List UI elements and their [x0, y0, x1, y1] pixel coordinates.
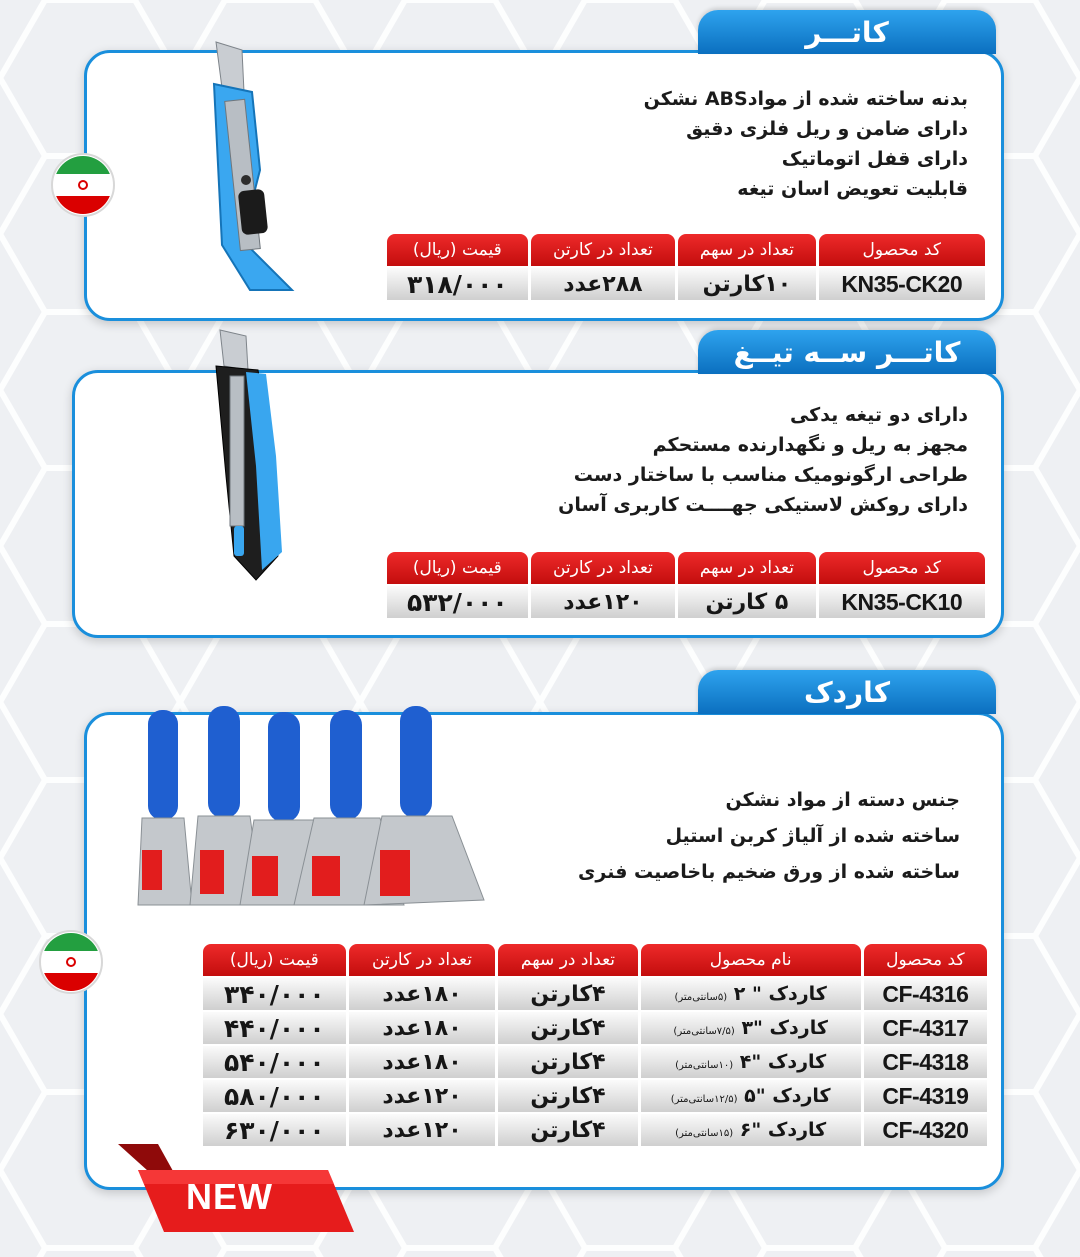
feature-item: دارای روکش لاستیکی جهــــت کاربری آسان: [558, 494, 968, 516]
product-name: [641, 1114, 861, 1146]
feature-item: قابلیت تعویض اسان تیغه: [737, 178, 968, 200]
product-code: CF-4317: [864, 1012, 987, 1044]
product-name-text: کاردک "۵: [744, 1085, 831, 1107]
three-blade-cutter-image: [200, 326, 320, 586]
price: ۶۳۰/۰۰۰: [203, 1114, 346, 1146]
feature-item: طراحی ارگونومیک مناسب با ساختار دست: [573, 464, 968, 486]
quantity-per-carton: ۱۸۰عدد: [349, 1012, 496, 1044]
price: ۵۸۰/۰۰۰: [203, 1080, 346, 1112]
column-header-per-carton: تعداد در کارتن: [349, 944, 496, 976]
quantity-per-carton: ۱۲۰عدد: [349, 1114, 496, 1146]
table-row: [387, 586, 985, 618]
quantity-per-share: ۱۰کارتن: [678, 268, 815, 300]
product-code: CF-4319: [864, 1080, 987, 1112]
feature-list: [578, 782, 960, 890]
quantity-per-share: ۵ کارتن: [678, 586, 815, 618]
product-code: KN35-CK20: [819, 268, 986, 300]
product-size: (۱۲/۵سانتی‌متر): [670, 1094, 738, 1105]
cutter-knife-image: [180, 40, 330, 300]
column-header-per-share: تعداد در سهم: [498, 944, 637, 976]
column-header-per-share: تعداد در سهم: [678, 234, 815, 266]
quantity-per-share: ۴کارتن: [498, 1080, 637, 1112]
quantity-per-share: ۴کارتن: [498, 1114, 637, 1146]
feature-item: بدنه ساخته شده از موادABS نشکن: [643, 88, 968, 110]
column-header-code: کد محصول: [864, 944, 987, 976]
price: ۳۴۰/۰۰۰: [203, 978, 346, 1010]
product-size: (۱۵سانتی‌متر): [675, 1128, 734, 1139]
iran-flag-icon: [50, 152, 116, 218]
column-header-code: کد محصول: [819, 234, 986, 266]
table-row: [387, 268, 985, 300]
table-row: [203, 978, 987, 1010]
product-size: (۷/۵سانتی‌متر): [673, 1026, 735, 1037]
section-title: کاردک: [804, 675, 890, 709]
quantity-per-carton: ۱۲۰عدد: [349, 1080, 496, 1112]
product-name: [641, 1012, 861, 1044]
product-name-text: کاردک "۶: [739, 1119, 827, 1141]
price-table: [384, 550, 988, 620]
section-title-tab: [698, 670, 996, 714]
column-header-code: کد محصول: [819, 552, 986, 584]
product-name-text: کاردک "۳: [741, 1017, 828, 1039]
product-name-text: کاردک "۴: [739, 1051, 827, 1073]
feature-item: جنس دسته از مواد نشکن: [725, 789, 960, 811]
column-header-name: نام محصول: [641, 944, 861, 976]
price: ۵۴۰/۰۰۰: [203, 1046, 346, 1078]
product-size: (۵سانتی‌متر): [674, 992, 728, 1003]
price-table: [200, 942, 990, 1148]
price-table: [384, 232, 988, 302]
column-header-per-carton: تعداد در کارتن: [531, 234, 676, 266]
product-name: [641, 1080, 861, 1112]
product-name: [641, 1046, 861, 1078]
product-code: CF-4320: [864, 1114, 987, 1146]
product-code: CF-4318: [864, 1046, 987, 1078]
feature-item: دارای قفل اتوماتیک: [781, 148, 968, 170]
product-name-text: کاردک " ۲: [733, 983, 827, 1005]
product-name: [641, 978, 861, 1010]
column-header-price: قیمت (ریال): [203, 944, 346, 976]
product-code: CF-4316: [864, 978, 987, 1010]
quantity-per-carton: ۲۸۸عدد: [531, 268, 676, 300]
putty-knife-set-image: [128, 700, 518, 920]
table-row: [203, 1046, 987, 1078]
quantity-per-carton: ۱۸۰عدد: [349, 1046, 496, 1078]
feature-item: ساخته شده از آلیاژ کربن استیل: [665, 825, 960, 847]
product-code: KN35-CK10: [819, 586, 986, 618]
quantity-per-carton: ۱۸۰عدد: [349, 978, 496, 1010]
feature-list: [558, 400, 968, 520]
column-header-per-carton: تعداد در کارتن: [531, 552, 676, 584]
table-row: [203, 1080, 987, 1112]
section-title: کاتـــر ســه تیــغ: [733, 335, 961, 369]
price: ۴۴۰/۰۰۰: [203, 1012, 346, 1044]
section-title-tab: [698, 10, 996, 54]
feature-item: دارای دو تیغه یدکی: [789, 404, 968, 426]
new-badge-label: NEW: [186, 1176, 273, 1217]
column-header-price: قیمت (ریال): [387, 234, 528, 266]
column-header-price: قیمت (ریال): [387, 552, 528, 584]
feature-item: مجهز به ریل و نگهدارنده مستحکم: [652, 434, 968, 456]
feature-item: ساخته شده از ورق ضخیم باخاصیت فنری: [577, 861, 960, 883]
table-row: [203, 1012, 987, 1044]
quantity-per-share: ۴کارتن: [498, 1046, 637, 1078]
section-title: کاتـــر: [805, 15, 889, 49]
price: ۳۱۸/۰۰۰: [387, 268, 528, 300]
price: ۵۳۲/۰۰۰: [387, 586, 528, 618]
quantity-per-share: ۴کارتن: [498, 1012, 637, 1044]
feature-list: [644, 84, 968, 204]
quantity-per-carton: ۱۲۰عدد: [531, 586, 676, 618]
section-title-tab: [698, 330, 996, 374]
feature-item: دارای ضامن و ریل فلزی دقیق: [686, 118, 968, 140]
column-header-per-share: تعداد در سهم: [678, 552, 815, 584]
product-size: (۱۰سانتی‌متر): [675, 1060, 734, 1071]
quantity-per-share: ۴کارتن: [498, 978, 637, 1010]
iran-flag-icon: [38, 929, 104, 995]
